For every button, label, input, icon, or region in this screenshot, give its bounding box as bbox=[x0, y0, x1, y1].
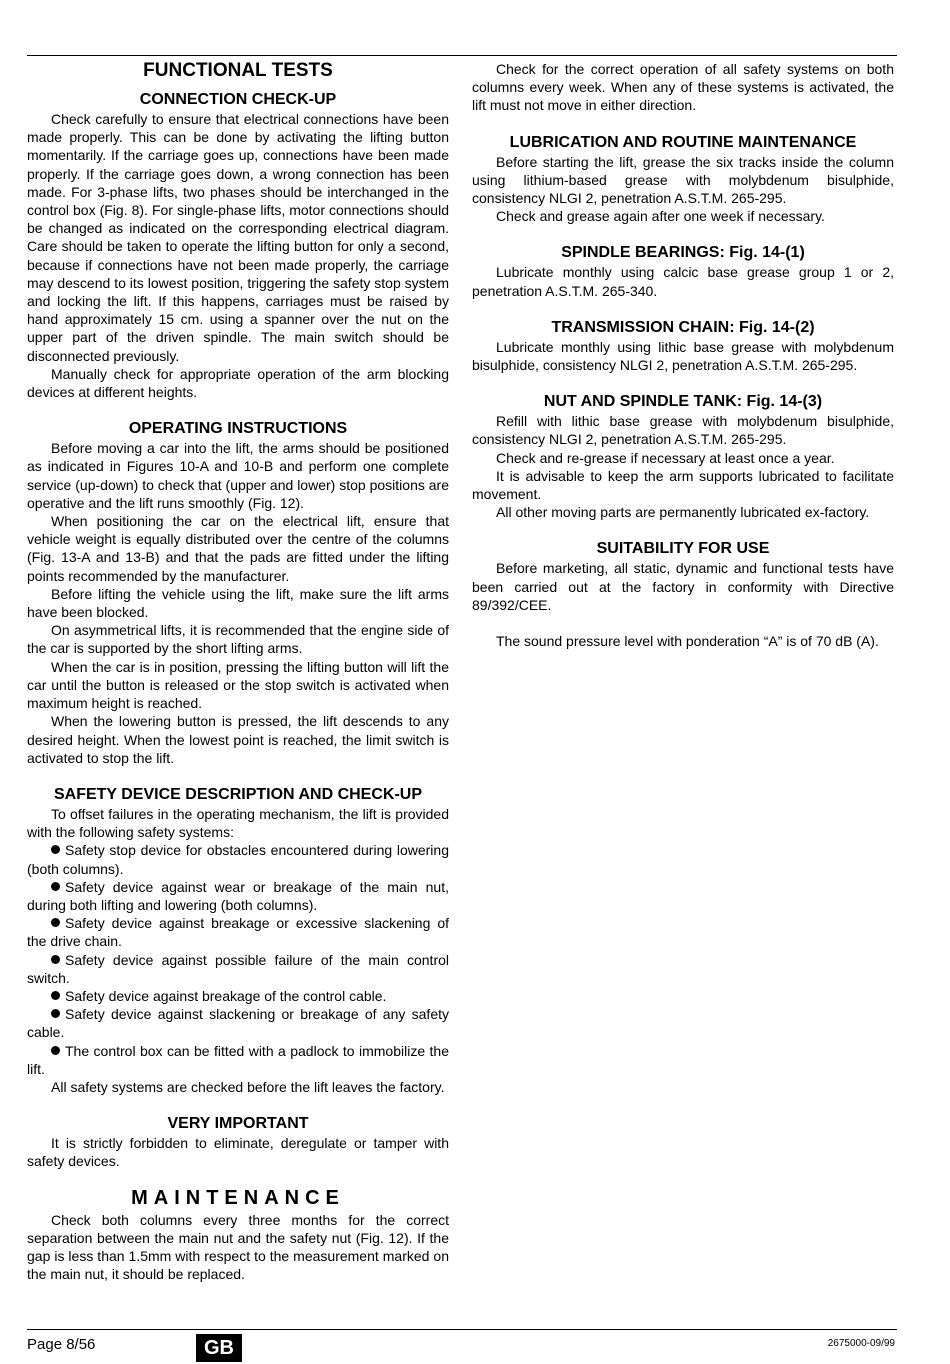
bullet-icon bbox=[51, 1009, 60, 1018]
safety-bullet-text: Safety device against breakage of the control cable. bbox=[65, 987, 387, 1004]
safety-bullet bbox=[27, 1005, 449, 1041]
sound-pressure-paragraph: The sound pressure level with ponderation “A” is of 70 dB (A). bbox=[496, 633, 879, 650]
safety-bullet bbox=[27, 878, 449, 914]
transmission-chain-heading: TRANSMISSION CHAIN: Fig. 14-(2) bbox=[551, 318, 815, 336]
bottom-rule bbox=[27, 1329, 897, 1330]
maintenance-title: MAINTENANCE bbox=[131, 1186, 345, 1209]
operating-paragraph-4: On asymmetrical lifts, it is recommended that the engine side of the car is supported by the short lifting arms. bbox=[27, 622, 449, 657]
safety-bullet bbox=[27, 914, 449, 950]
suitability-paragraph-1: Before marketing, all static, dynamic and functional tests have been carried out at the factory in conformity with Directive 89/392/CEE. bbox=[472, 560, 894, 613]
nut-spindle-paragraph-2: Check and re-grease if necessary at least once a year. bbox=[496, 449, 835, 466]
operating-paragraph-6: When the lowering button is pressed, the lift descends to any desired height. When the lowest point is reached, the limit switch is activated to stop the lift. bbox=[27, 713, 449, 766]
connection-paragraph-1: Check carefully to ensure that electrical connections have been made properly. This can be done by activating the lifting button momentarily. If the carriage goes up, connections have been made properly. If the carriage goes down, a wrong connection has been made. For 3-phase lifts, two phases should be interchanged in the control box (Fig. 8). For single-phase lifts, motor connections should be changed as indicated on the corresponding electrical diagram. Care should be taken to operate the lifting button for only a second, because if connections have not been made properly, the carriage may descend to its lowest position, triggering the safety stop system and locking the lift. If this happens, carriages must be raised by hand approximately 15 cm. using a spanner over the nut on the upper part of the driven spindle. The main switch should be disconnected previously. bbox=[27, 111, 449, 364]
safety-closing: All safety systems are checked before the lift leaves the factory. bbox=[51, 1078, 445, 1095]
suitability-heading: SUITABILITY FOR USE bbox=[596, 540, 770, 558]
operating-heading: OPERATING INSTRUCTIONS bbox=[128, 420, 348, 438]
nut-spindle-paragraph-3: It is advisable to keep the arm supports lubricated to facilitate movement. bbox=[472, 467, 894, 503]
weekly-check-paragraph: Check for the correct operation of all safety systems on both columns every week. When any of these systems is activated, the lift must not move in either direction. bbox=[472, 61, 894, 114]
transmission-chain-text: Lubricate monthly using lithic base grease with molybdenum bisulphide, consistency NLGI 2, penetration A.S.T.M. 265-295. bbox=[472, 338, 894, 374]
lubrication-paragraph-1: Before starting the lift, grease the six tracks inside the column using lithium-based grease with molybdenum bisulphide, consistency NLGI 2, penetration A.S.T.M. 265-295. bbox=[472, 153, 894, 207]
bullet-icon bbox=[51, 991, 60, 1000]
safety-heading: SAFETY DEVICE DESCRIPTION AND CHECK-UP bbox=[53, 785, 423, 803]
safety-bullet-text: The control box can be fitted with a padlock to immobilize the lift. bbox=[27, 1042, 449, 1077]
safety-bullet bbox=[27, 987, 449, 1005]
document-code: 2675000-09/99 bbox=[827, 1338, 895, 1349]
safety-bullet-text: Safety device against breakage or excessive slackening of the drive chain. bbox=[27, 915, 449, 950]
lubrication-heading: LUBRICATION AND ROUTINE MAINTENANCE bbox=[509, 133, 857, 151]
nut-spindle-tank-heading: NUT AND SPINDLE TANK: Fig. 14-(3) bbox=[543, 393, 823, 411]
operating-paragraph-2: When positioning the car on the electrical lift, ensure that vehicle weight is equally distributed over the centre of the columns (Fig. 13-A and 13-B) and that the pads are fitted under the lifting points recommended by the manufacturer. bbox=[27, 513, 449, 584]
language-badge: GB bbox=[196, 1334, 242, 1362]
bullet-icon bbox=[51, 918, 60, 927]
safety-bullet-text: Safety device against possible failure of the main control switch. bbox=[27, 951, 449, 986]
connection-paragraph-2: Manually check for appropriate operation of the arm blocking devices at different heights. bbox=[27, 365, 449, 401]
spacer bbox=[472, 614, 894, 632]
lubrication-paragraph-2: Check and grease again after one week if necessary. bbox=[496, 208, 825, 225]
operating-paragraph-5: When the car is in position, pressing the lifting button will lift the car until the button is released or the stop switch is activated when maximum height is reached. bbox=[27, 658, 449, 712]
safety-bullet bbox=[27, 951, 449, 987]
safety-bullet-text: Safety stop device for obstacles encountered during lowering (both columns). bbox=[27, 842, 449, 877]
bullet-icon bbox=[51, 955, 60, 964]
bullet-icon bbox=[51, 882, 60, 891]
very-important-heading: VERY IMPORTANT bbox=[167, 1115, 309, 1133]
bullet-icon bbox=[51, 845, 60, 854]
safety-bullet bbox=[27, 841, 449, 877]
operating-paragraph-3: Before lifting the vehicle using the lift, make sure the lift arms have been blocked. bbox=[27, 585, 449, 621]
page-number: Page 8/56 bbox=[27, 1336, 96, 1353]
maintenance-text: Check both columns every three months for the correct separation between the main nut and the safety nut (Fig. 12). If the gap is less than 1.5mm with respect to the measurement marked on the main nut, it should be replaced. bbox=[27, 1211, 449, 1283]
safety-intro: To offset failures in the operating mechanism, the lift is provided with the following safety systems: bbox=[27, 805, 449, 841]
safety-bullet bbox=[27, 1042, 449, 1078]
functional-tests-title: FUNCTIONAL TESTS bbox=[143, 60, 333, 81]
bullet-icon bbox=[51, 1046, 60, 1055]
spindle-bearings-text: Lubricate monthly using calcic base grease group 1 or 2, penetration A.S.T.M. 265-340. bbox=[472, 264, 894, 299]
connection-heading: CONNECTION CHECK-UP bbox=[139, 91, 337, 108]
right-column bbox=[472, 60, 894, 650]
nut-spindle-paragraph-1: Refill with lithic base grease with molybdenum bisulphide, consistency NLGI 2, penetration A.S.T.M. 265-295. bbox=[472, 413, 894, 448]
top-rule bbox=[27, 55, 897, 56]
left-column bbox=[27, 60, 449, 1283]
safety-bullet-text: Safety device against wear or breakage of the main nut, during both lifting and lowering (both columns). bbox=[27, 878, 449, 913]
very-important-text: It is strictly forbidden to eliminate, deregulate or tamper with safety devices. bbox=[27, 1135, 449, 1170]
safety-bullet-text: Safety device against slackening or breakage of any safety cable. bbox=[27, 1006, 449, 1041]
spindle-bearings-heading: SPINDLE BEARINGS: Fig. 14-(1) bbox=[561, 244, 805, 262]
operating-paragraph-1: Before moving a car into the lift, the arms should be positioned as indicated in Figures 10-A and 10-B and perform one complete service (up-down) to check that (upper and lower) stop positions are operative and the lift runs smoothly (Fig. 12). bbox=[27, 440, 449, 511]
nut-spindle-paragraph-4: All other moving parts are permanently lubricated ex-factory. bbox=[496, 504, 870, 521]
